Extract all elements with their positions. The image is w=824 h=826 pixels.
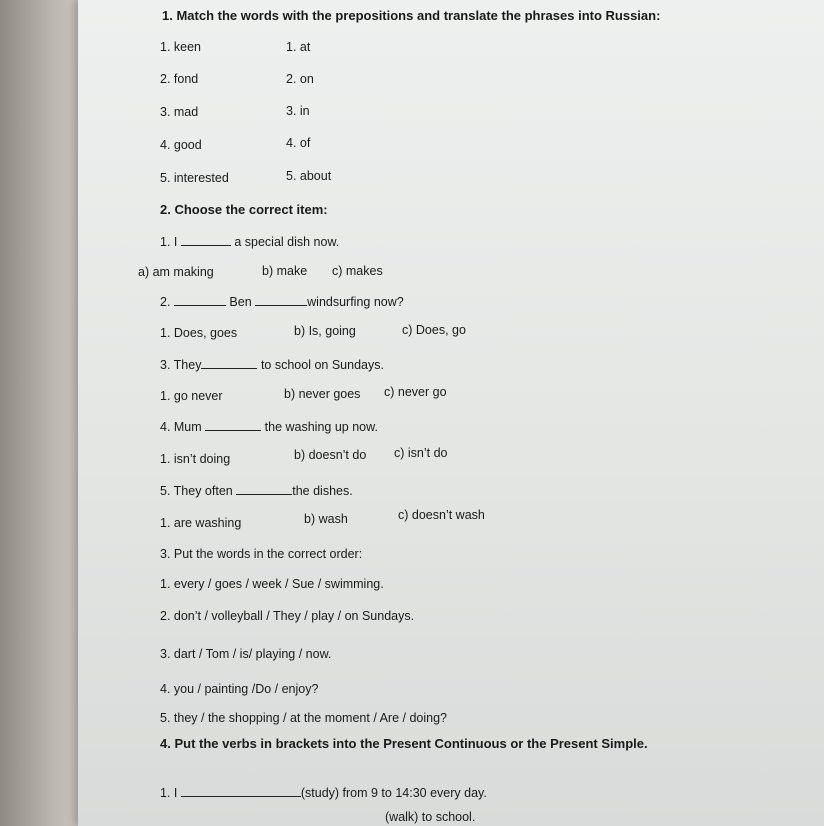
answer-blank bbox=[255, 293, 307, 306]
option: 1. go never bbox=[160, 389, 223, 403]
reorder-item: 3. dart / Tom / is/ playing / now. bbox=[160, 647, 332, 661]
question-text: (study) from 9 to 14:30 every day. bbox=[300, 786, 487, 800]
answer-blank bbox=[201, 356, 257, 369]
answer-blank bbox=[181, 233, 231, 246]
question-text: a special dish now. bbox=[234, 235, 340, 249]
reorder-item: 4. you / painting /Do / enjoy? bbox=[160, 682, 319, 696]
question-1 bbox=[160, 233, 339, 250]
preposition-item: 5. about bbox=[286, 169, 332, 183]
option: a) am making bbox=[138, 265, 214, 279]
option: c) doesn’t wash bbox=[398, 508, 485, 522]
question-number: 5. They often bbox=[160, 484, 233, 498]
option: c) never go bbox=[384, 385, 447, 399]
option: c) Does, go bbox=[402, 323, 466, 337]
option: b) never goes bbox=[284, 387, 361, 401]
preposition-item: 3. in bbox=[286, 104, 310, 118]
question-3 bbox=[160, 356, 384, 373]
question-2 bbox=[160, 293, 404, 310]
preposition-item: 2. on bbox=[286, 72, 314, 86]
question-number: 1. I bbox=[160, 786, 178, 800]
answer-blank bbox=[236, 482, 292, 495]
question-text: to school on Sundays. bbox=[260, 358, 384, 372]
option: b) doesn’t do bbox=[294, 448, 367, 462]
reorder-item: 2. don’t / volleyball / They / play / on Sundays. bbox=[160, 609, 415, 623]
option: b) make bbox=[262, 264, 308, 278]
question-number: 4. Mum bbox=[160, 420, 202, 434]
answer-blank bbox=[174, 293, 226, 306]
worksheet-page bbox=[78, 0, 824, 826]
option: c) makes bbox=[332, 264, 383, 278]
word-item: 1. keen bbox=[160, 40, 202, 54]
option: 1. are washing bbox=[160, 516, 242, 530]
question-number: 1. I bbox=[160, 235, 178, 249]
reorder-item: 1. every / goes / week / Sue / swimming. bbox=[160, 577, 384, 591]
question-number: 3. They bbox=[160, 358, 202, 372]
question-1 bbox=[160, 784, 487, 801]
reorder-item: 5. they / the shopping / at the moment / Are / doing? bbox=[160, 711, 447, 725]
answer-blank bbox=[181, 784, 301, 797]
option: 1. isn’t doing bbox=[160, 452, 231, 466]
question-number: 2. bbox=[160, 295, 171, 309]
word-item: 4. good bbox=[160, 138, 202, 152]
option: 1. Does, goes bbox=[160, 326, 238, 340]
word-item: 2. fond bbox=[160, 72, 199, 86]
word-item: 3. mad bbox=[160, 105, 199, 119]
section-3-title: 3. Put the words in the correct order: bbox=[160, 547, 363, 561]
question-text: windsurfing now? bbox=[307, 295, 404, 309]
question-4 bbox=[160, 418, 378, 435]
question-5 bbox=[160, 482, 353, 499]
option: c) isn’t do bbox=[394, 446, 448, 460]
question-text: the dishes. bbox=[292, 484, 353, 498]
answer-blank bbox=[205, 418, 261, 431]
option: b) Is, going bbox=[294, 324, 356, 338]
section-2-title: 2. Choose the correct item: bbox=[160, 202, 328, 217]
question-text: the washing up now. bbox=[264, 420, 378, 434]
option: b) wash bbox=[304, 512, 348, 526]
preposition-item: 1. at bbox=[286, 40, 311, 54]
preposition-item: 4. of bbox=[286, 136, 311, 150]
section-4-title: 4. Put the verbs in brackets into the Present Continuous or the Present Simple. bbox=[160, 736, 648, 751]
question-2-partial: (walk) to school. bbox=[385, 810, 476, 824]
background-edge bbox=[0, 0, 80, 826]
question-text: Ben bbox=[229, 295, 252, 309]
word-item: 5. interested bbox=[160, 171, 229, 185]
section-1-title: 1. Match the words with the prepositions and translate the phrases into Russian: bbox=[162, 8, 661, 23]
